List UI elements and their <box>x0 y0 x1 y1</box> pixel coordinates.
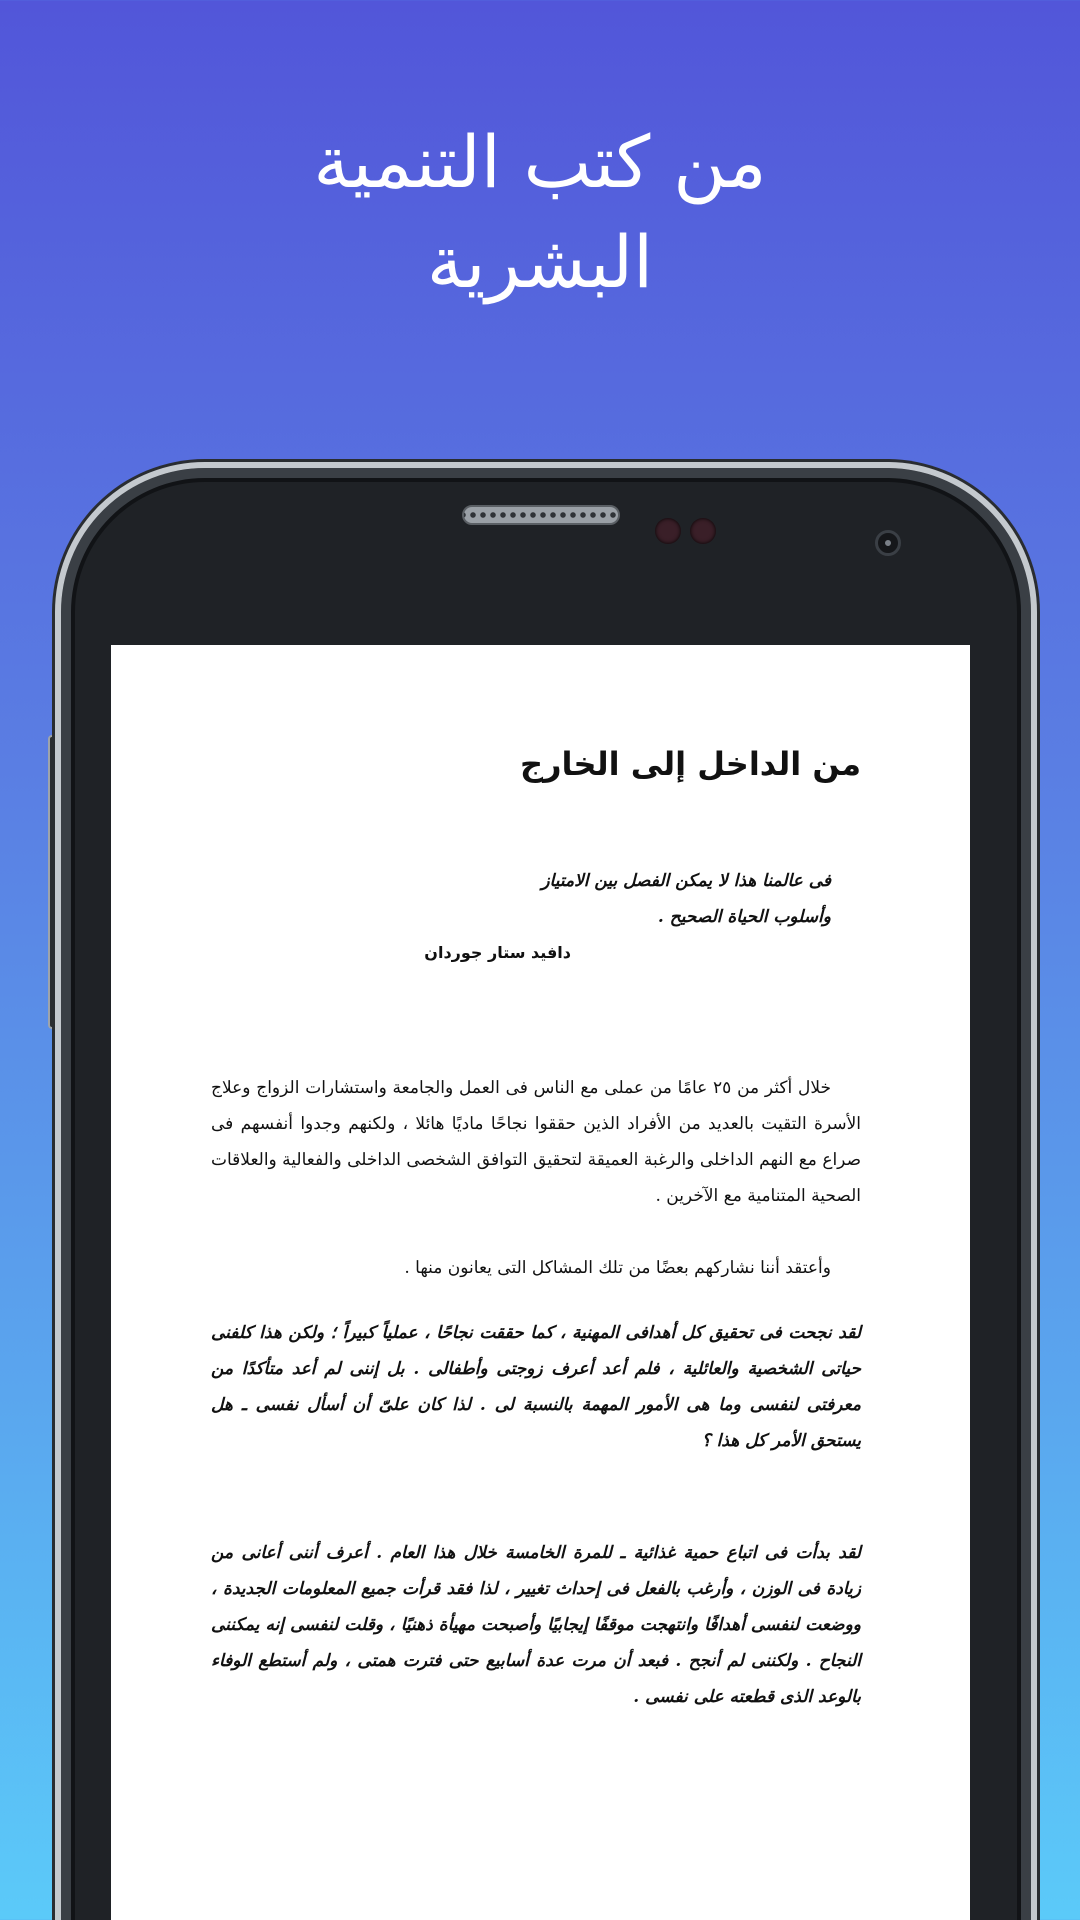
phone-speaker-grille <box>462 505 620 525</box>
body-paragraph-1: خلال أكثر من ٢٥ عامًا من عملى مع الناس فى العمل والجامعة واستشارات الزواج وعلاج الأسرة التقيت بالعديد من الأفراد الذين حققوا نجاحًا ماديًا هائلا ، ولكنهم وجدوا أنفسهم فى صراع مع النهم الداخلى والرغبة العميقة لتحقيق التوافق الشخصى الداخلى والفعالية والعلاقات الصحية المتنامية مع الآخرين . <box>211 1078 861 1206</box>
phone-sensor-right <box>690 518 716 544</box>
promo-headline <box>0 112 1080 312</box>
headline-line-1: من كتب التنمية <box>313 120 767 204</box>
phone-screen[interactable] <box>111 645 970 1920</box>
quote-author: دافيد ستار جوردان <box>424 943 571 962</box>
quote-line-2: وأسلوب الحياة الصحيح . <box>657 907 831 927</box>
document-title: من الداخل إلى الخارج <box>520 745 861 783</box>
phone-sensor-left <box>655 518 681 544</box>
italic-paragraph-1: لقد نجحت فى تحقيق كل أهدافى المهنية ، كما حققت نجاحًا ، عملياً كبيراً ؛ ولكن هذا كلفنى حياتى الشخصية والعائلية ، فلم أعد أعرف زوجتى وأطفالى . بل إننى لم أعد متأكدًا من معرفتى لنفسى وما هى الأمور المهمة بالنسبة لى . لذا كان علىّ أن أسأل نفسى ـ هل يستحق الأمر كل هذا ؟ <box>211 1323 861 1451</box>
quote-line-1: فى عالمنا هذا لا يمكن الفصل بين الامتياز <box>541 871 831 891</box>
headline-line-2: البشرية <box>426 220 654 304</box>
body-paragraph-2: وأعتقد أننا نشاركهم بعضًا من تلك المشاكل التى يعانون منها . <box>404 1258 831 1278</box>
front-camera-icon <box>875 530 901 556</box>
italic-paragraph-2: لقد بدأت فى اتباع حمية غذائية ـ للمرة الخامسة خلال هذا العام . أعرف أننى أعانى من زيادة فى الوزن ، وأرغب بالفعل فى إحداث تغيير ، لذا فقد قرأت جميع المعلومات الجديدة ، ووضعت لنفسى أهدافًا وانتهجت موقفًا إيجابيًا وأصبحت مهيأة ذهنيًا ، وقلت لنفسى إنه يمكننى النجاح . ولكننى لم أنجح . فبعد أن مرت عدة أسابيع حتى فترت همتى ، ولم أستطع الوفاء بالوعد الذى قطعته على نفسى . <box>211 1543 861 1707</box>
epigraph-quote <box>541 863 831 935</box>
